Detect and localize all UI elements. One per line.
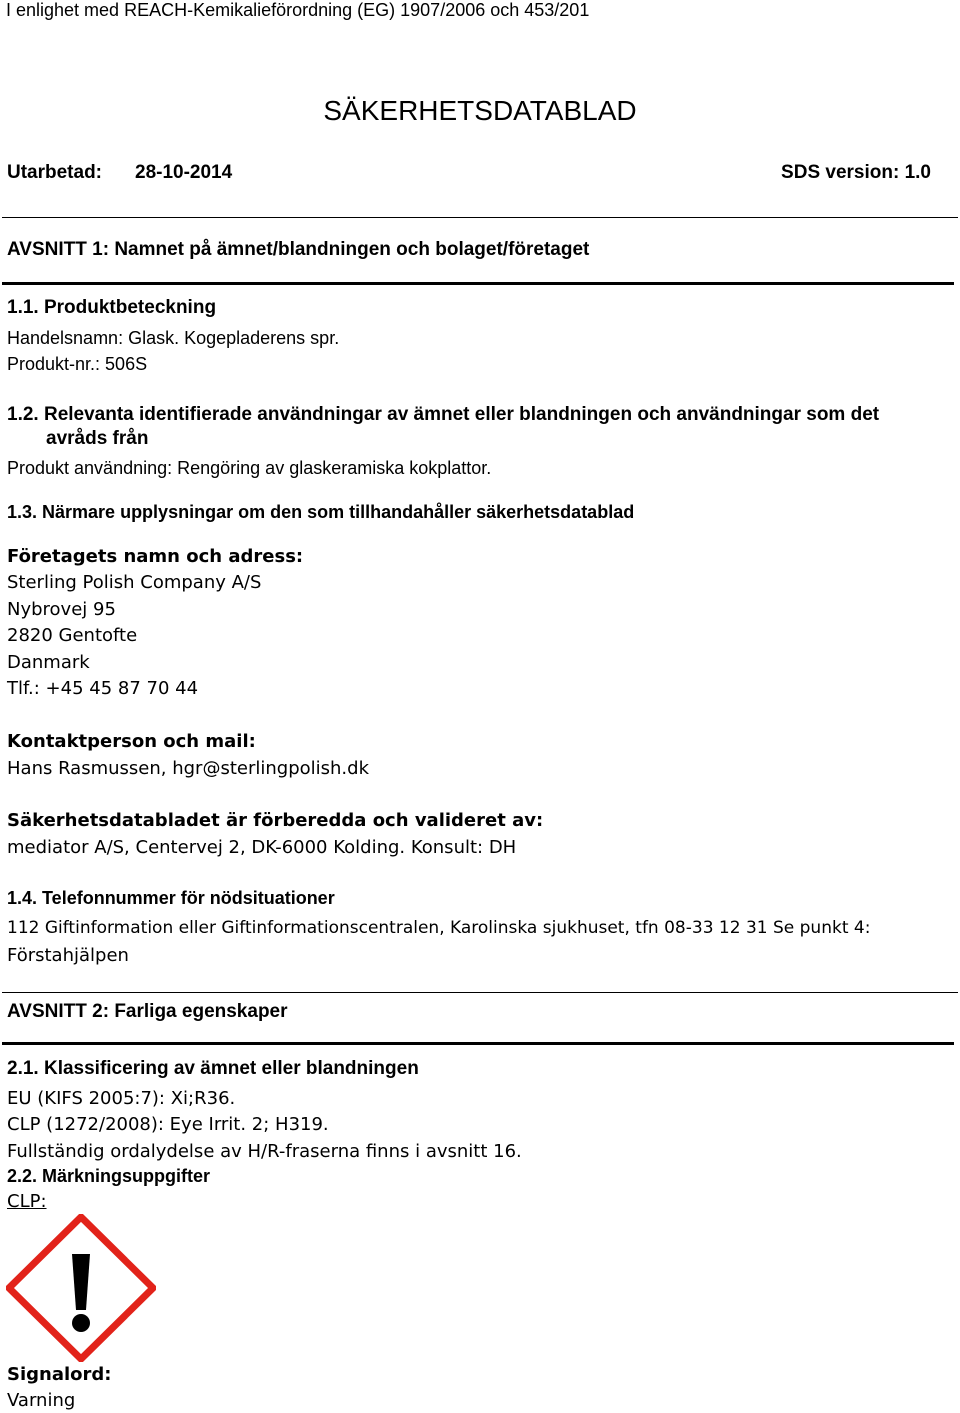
classification-note: Fullständig ordalydelse av H/R-fraserna finns i avsnitt 16. xyxy=(7,1141,522,1162)
section-2-2-heading: 2.2. Märkningsuppgifter xyxy=(7,1166,211,1186)
section-1-3-heading: 1.3. Närmare upplysningar om den som tillhandahåller säkerhetsdatablad xyxy=(7,502,635,522)
company-label: Företagets namn och adress: xyxy=(7,546,304,567)
trade-name: Handelsnamn: Glask. Kogepladerens spr. xyxy=(7,328,340,348)
contact-label: Kontaktperson och mail: xyxy=(7,731,256,752)
sds-version: SDS version: 1.0 xyxy=(781,162,931,183)
section-1-1-heading: 1.1. Produktbeteckning xyxy=(7,297,217,318)
section1-divider xyxy=(2,282,954,285)
section-1-4-heading: 1.4. Telefonnummer för nödsituationer xyxy=(7,888,335,908)
section2-title: AVSNITT 2: Farliga egenskaper xyxy=(7,1001,288,1022)
section-2-1-heading: 2.1. Klassificering av ämnet eller blandningen xyxy=(7,1058,419,1079)
company-phone: Tlf.: +45 45 87 70 44 xyxy=(7,678,199,699)
section2-top-divider xyxy=(2,992,958,993)
section1-title: AVSNITT 1: Namnet på ämnet/blandningen och bolaget/företaget xyxy=(7,239,590,260)
classification-clp: CLP (1272/2008): Eye Irrit. 2; H319. xyxy=(7,1114,329,1135)
company-name: Sterling Polish Company A/S xyxy=(7,572,262,593)
company-street: Nybrovej 95 xyxy=(7,599,116,620)
company-city: 2820 Gentofte xyxy=(7,625,138,646)
emergency-phone-line2: Förstahjälpen xyxy=(7,945,129,966)
signal-word-label: Signalord: xyxy=(7,1364,112,1385)
prepared-by-label: Säkerhetsdatabladet är förberedda och valideret av: xyxy=(7,810,544,831)
emergency-phone-line1: 112 Giftinformation eller Giftinformationscentralen, Karolinska sjukhuset, tfn 08-33 12 31 Se punkt 4: xyxy=(7,918,871,938)
exclamation-mark-icon xyxy=(6,1214,156,1362)
regulation-reference: I enlighet med REACH-Kemikalieförordning (EG) 1907/2006 och 453/201 xyxy=(6,0,590,20)
section-1-2-heading: 1.2. Relevanta identifierade användningar av ämnet eller blandningen och användningar som det xyxy=(7,404,880,425)
classification-eu: EU (KIFS 2005:7): Xi;R36. xyxy=(7,1088,236,1109)
product-use: Produkt användning: Rengöring av glaskeramiska kokplattor. xyxy=(7,458,492,478)
contact-value: Hans Rasmussen, hgr@sterlingpolish.dk xyxy=(7,758,369,779)
company-country: Danmark xyxy=(7,652,90,673)
signal-word-value: Varning xyxy=(7,1390,76,1411)
header-divider xyxy=(2,217,958,218)
prepared-by-value: mediator A/S, Centervej 2, DK-6000 Kolding. Konsult: DH xyxy=(7,837,517,858)
product-number: Produkt-nr.: 506S xyxy=(7,354,148,374)
section2-divider xyxy=(2,1042,954,1045)
section-1-2-heading-cont: avråds från xyxy=(46,428,149,449)
prepared-date: 28-10-2014 xyxy=(135,162,233,183)
document-title: SÄKERHETSDATABLAD xyxy=(323,95,637,126)
prepared-label: Utarbetad: xyxy=(7,162,103,183)
clp-label: CLP: xyxy=(7,1191,47,1212)
